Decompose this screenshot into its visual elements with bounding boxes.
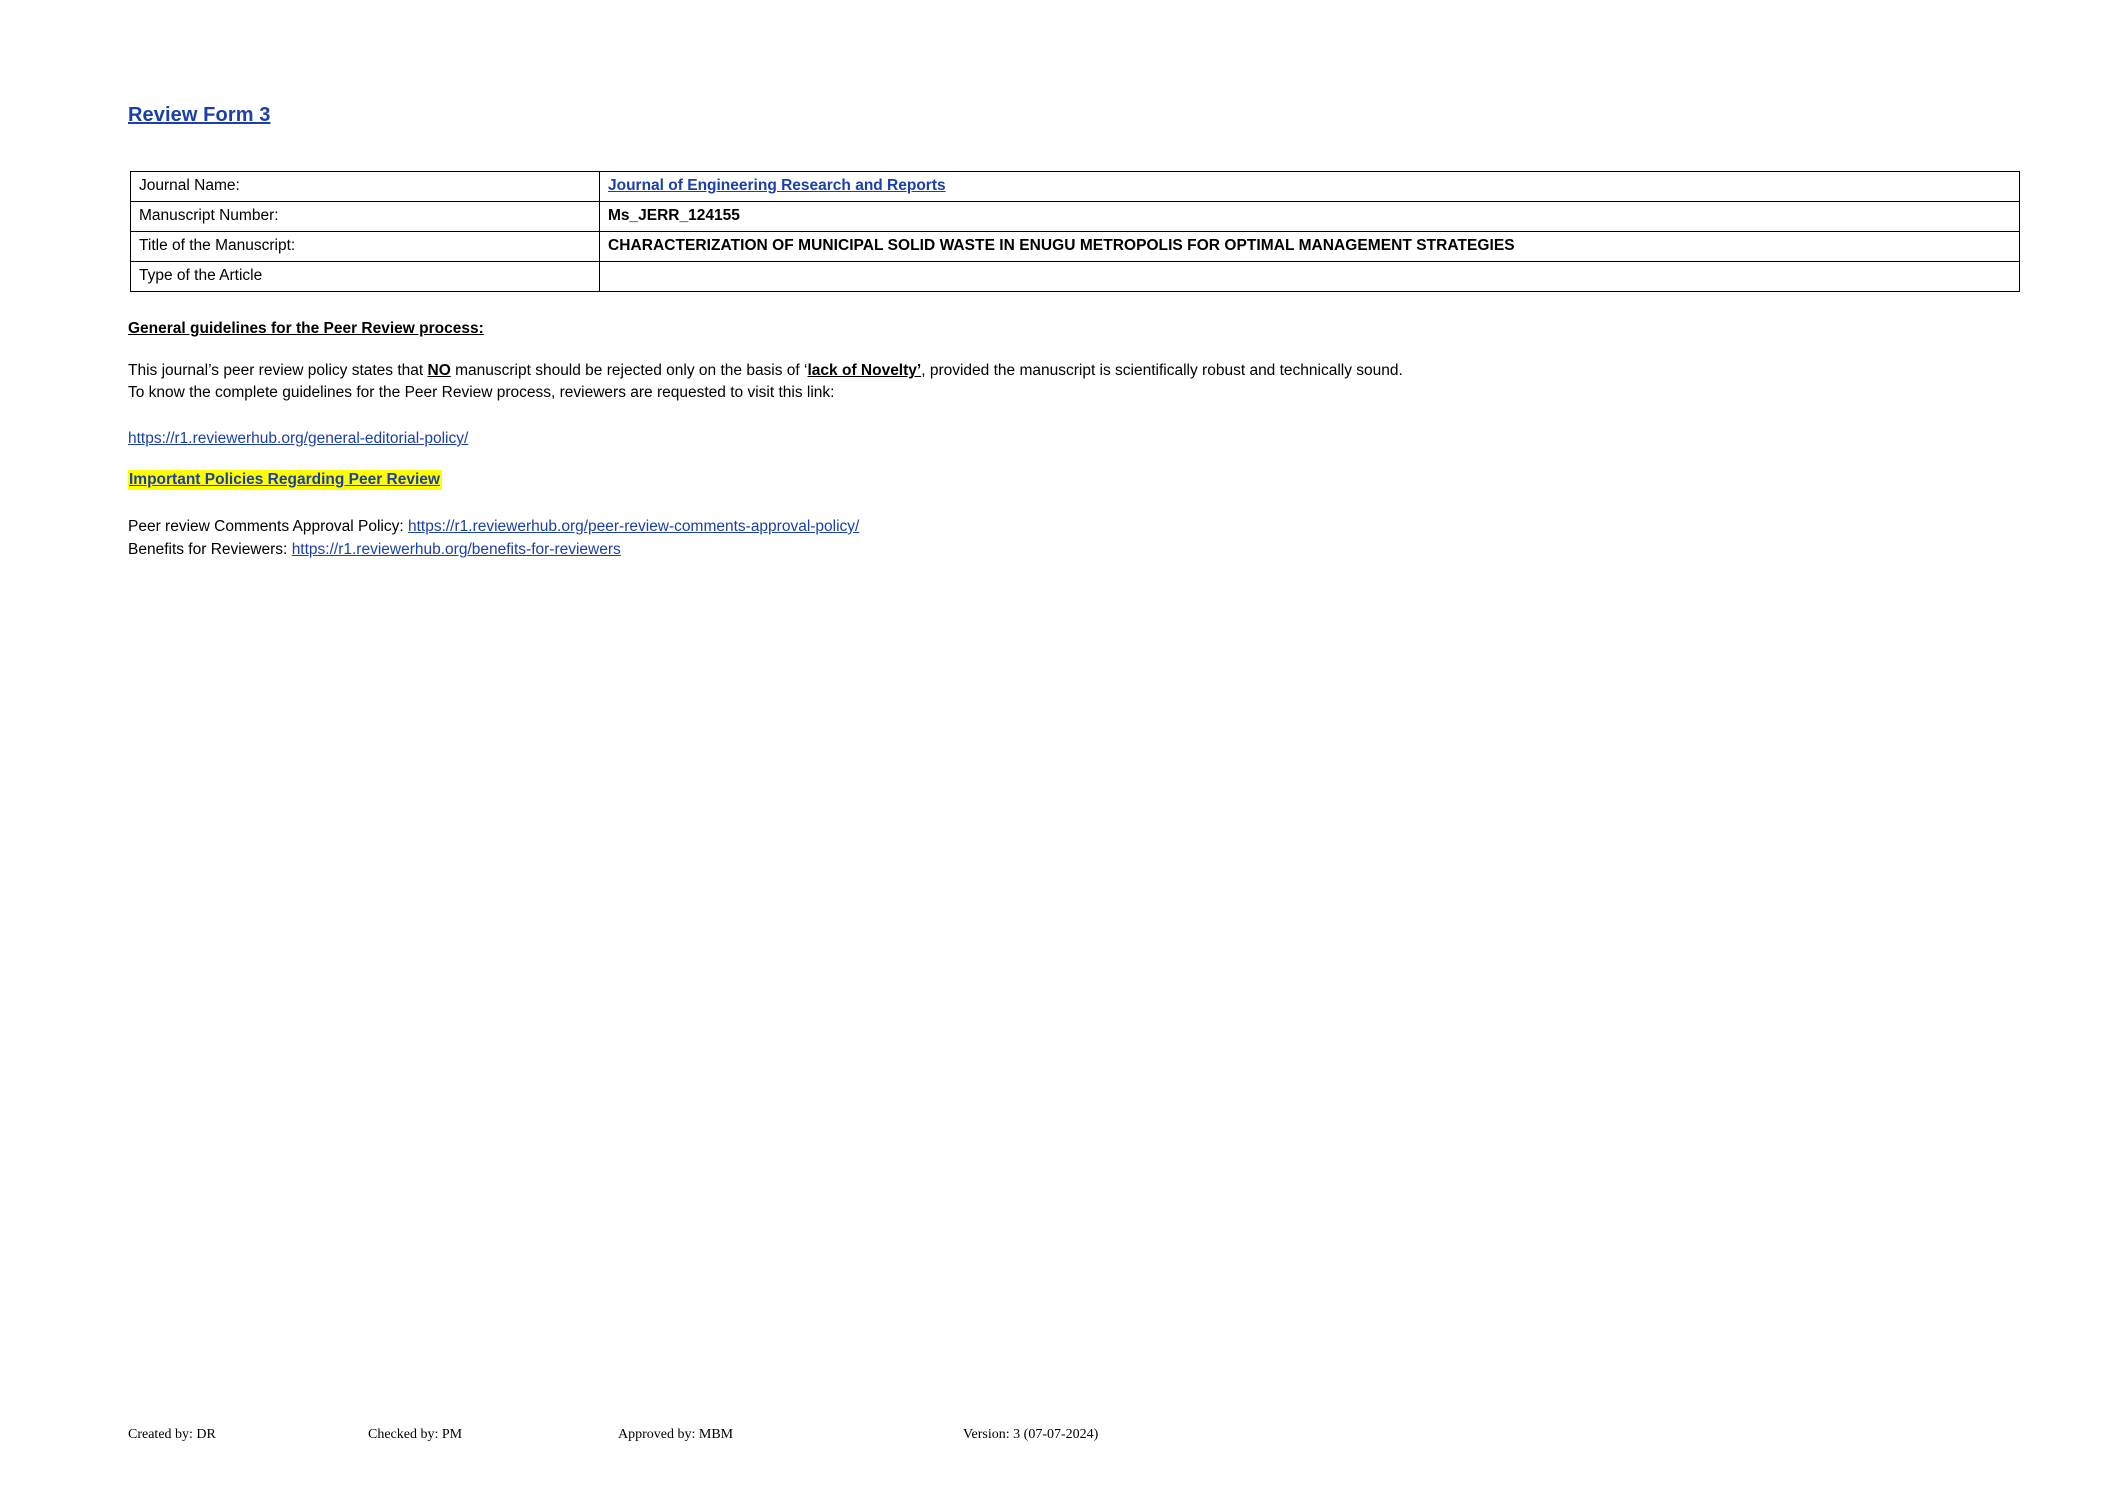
policies-heading: Important Policies Regarding Peer Review (129, 471, 440, 488)
manuscript-number-value (600, 202, 2020, 232)
journal-name-text[interactable]: Journal of Engineering Research and Reports (608, 177, 946, 194)
editorial-policy-link-block (128, 430, 1988, 448)
footer-created-by: Created by: DR (128, 1427, 216, 1442)
guidelines-heading: General guidelines for the Peer Review process: (128, 320, 484, 337)
article-type-label: Type of the Article (131, 262, 600, 292)
manuscript-number-label: Manuscript Number: (131, 202, 600, 232)
footer-checked-by: Checked by: PM (368, 1427, 463, 1442)
guidelines-emphasis-no: NO (427, 362, 451, 379)
approval-policy-label: Peer review Comments Approval Policy: (128, 518, 408, 535)
guidelines-paragraph (128, 360, 1988, 404)
benefits-label: Benefits for Reviewers: (128, 541, 292, 559)
guidelines-text-part2: manuscript should be rejected only on the basis of ‘ (450, 362, 808, 379)
table-row (131, 232, 2020, 262)
journal-name-value (600, 172, 2020, 202)
manuscript-number-text: Ms_JERR_124155 (608, 207, 740, 224)
guidelines-text-part3: , provided the manuscript is scientifically robust and technically sound. (921, 362, 1403, 379)
guidelines-emphasis-novelty: lack of Novelty’ (807, 362, 922, 379)
article-type-value[interactable] (600, 262, 2020, 292)
policies-links (128, 515, 1988, 562)
table-row (131, 202, 2020, 232)
table-row (131, 262, 2020, 292)
footer-version: Version: 3 (07-07-2024) (963, 1427, 1099, 1442)
approval-policy-link[interactable]: https://r1.reviewerhub.org/peer-review-comments-approval-policy/ (407, 518, 860, 535)
editorial-policy-link[interactable]: https://r1.reviewerhub.org/general-editorial-policy/ (128, 430, 469, 447)
manuscript-title-text: CHARACTERIZATION OF MUNICIPAL SOLID WASTE IN ENUGU METROPOLIS FOR OPTIMAL MANAGEMENT STRATEGIES (608, 237, 1515, 254)
manuscript-meta-table (130, 171, 2020, 292)
footer-approved-by: Approved by: MBM (618, 1427, 734, 1442)
manuscript-title-label: Title of the Manuscript: (131, 232, 600, 262)
document-content (128, 104, 1988, 562)
manuscript-title-value (600, 232, 2020, 262)
policies-heading-block (128, 470, 1988, 490)
page-title: Review Form 3 (128, 104, 271, 126)
journal-name-label: Journal Name: (131, 172, 600, 202)
guidelines-text-line2: To know the complete guidelines for the Peer Review process, reviewers are requested to visit this link: (128, 384, 835, 401)
benefits-link[interactable]: https://r1.reviewerhub.org/benefits-for-reviewers (291, 541, 621, 559)
page-footer (128, 1427, 1988, 1443)
table-row (131, 172, 2020, 202)
guidelines-text-part1: This journal’s peer review policy states that (128, 362, 428, 379)
